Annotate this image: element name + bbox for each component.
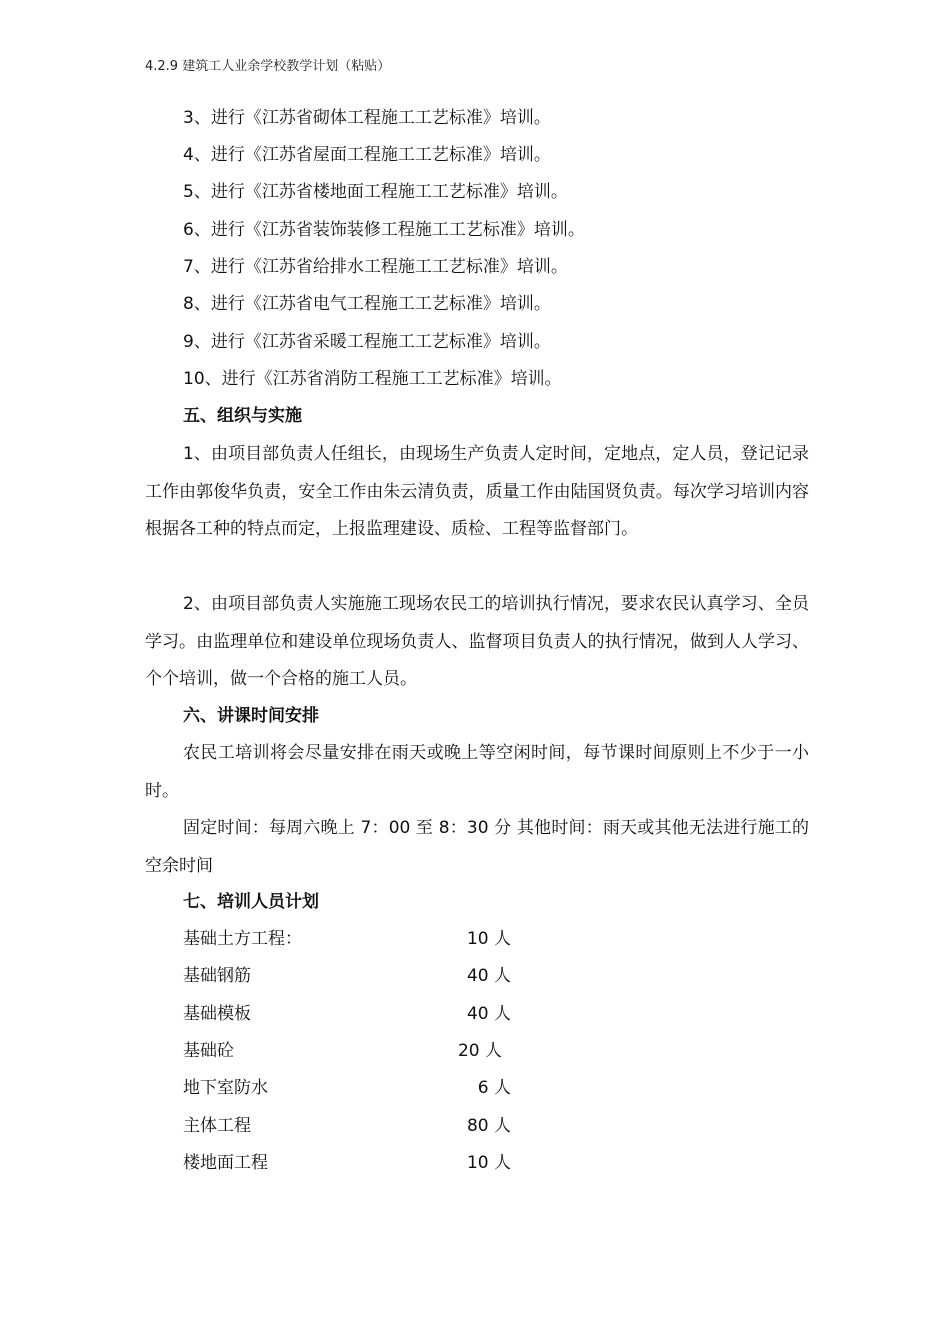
table-row — [183, 1115, 583, 1137]
paragraph: 固定时间：每周六晚上 7：00 至 8：30 分 其他时间：雨天或其他无法进行施工的空余时间 — [145, 818, 809, 876]
list-item: 7、进行《江苏省给排水工程施工工艺标准》培训。 — [183, 257, 568, 277]
table-row — [183, 1040, 583, 1062]
list-item: 10、进行《江苏省消防工程施工工艺标准》培训。 — [183, 369, 562, 389]
paragraph: 2、由项目部负责人实施施工现场农民工的培训执行情况，要求农民认真学习、全员学习。由监理单位和建设单位现场负责人、监督项目负责人的执行情况，做到人人学习、个个培训，做一个合格的施工人员。 — [145, 594, 809, 689]
table-row — [183, 928, 583, 950]
table-row — [183, 965, 583, 987]
row-name: 基础土方工程： — [183, 929, 302, 949]
list-item: 5、进行《江苏省楼地面工程施工工艺标准》培训。 — [183, 182, 568, 202]
table-row — [183, 1077, 583, 1099]
list-item: 6、进行《江苏省装饰装修工程施工工艺标准》培训。 — [183, 220, 585, 240]
row-count: 6 人 — [477, 1078, 511, 1098]
row-name: 主体工程 — [183, 1116, 251, 1136]
section-heading: 六、讲课时间安排 — [183, 706, 319, 726]
list-item: 8、进行《江苏省电气工程施工工艺标准》培训。 — [183, 294, 551, 314]
list-item: 3、进行《江苏省砌体工程施工工艺标准》培训。 — [183, 108, 551, 128]
list-item: 4、进行《江苏省屋面工程施工工艺标准》培训。 — [183, 145, 551, 165]
row-name: 地下室防水 — [183, 1078, 268, 1098]
section-heading: 七、培训人员计划 — [183, 892, 319, 912]
paragraph: 1、由项目部负责人任组长，由现场生产负责人定时间，定地点，定人员，登记记录工作由郭俊华负责，安全工作由朱云清负责，质量工作由陆国贤负责。每次学习培训内容根据各工种的特点而定，上报监理建设、质检、工程等监督部门。 — [145, 444, 809, 539]
row-name: 基础模板 — [183, 1004, 251, 1024]
list-item: 9、进行《江苏省采暖工程施工工艺标准》培训。 — [183, 332, 551, 352]
row-name: 楼地面工程 — [183, 1153, 268, 1173]
row-count: 80 人 — [466, 1116, 511, 1136]
row-count: 20 人 — [457, 1041, 502, 1061]
row-count: 10 人 — [466, 1153, 511, 1173]
row-count: 10 人 — [466, 929, 511, 949]
row-name: 基础砼 — [183, 1041, 234, 1061]
row-count: 40 人 — [466, 966, 511, 986]
paragraph: 农民工培训将会尽量安排在雨天或晚上等空闲时间，每节课时间原则上不少于一小时。 — [145, 743, 809, 801]
page-header: 4.2.9 建筑工人业余学校教学计划（粘贴） — [145, 59, 391, 74]
table-row — [183, 1003, 583, 1025]
table-row — [183, 1152, 583, 1174]
section-heading: 五、组织与实施 — [183, 406, 302, 426]
row-name: 基础钢筋 — [183, 966, 251, 986]
row-count: 40 人 — [466, 1004, 511, 1024]
